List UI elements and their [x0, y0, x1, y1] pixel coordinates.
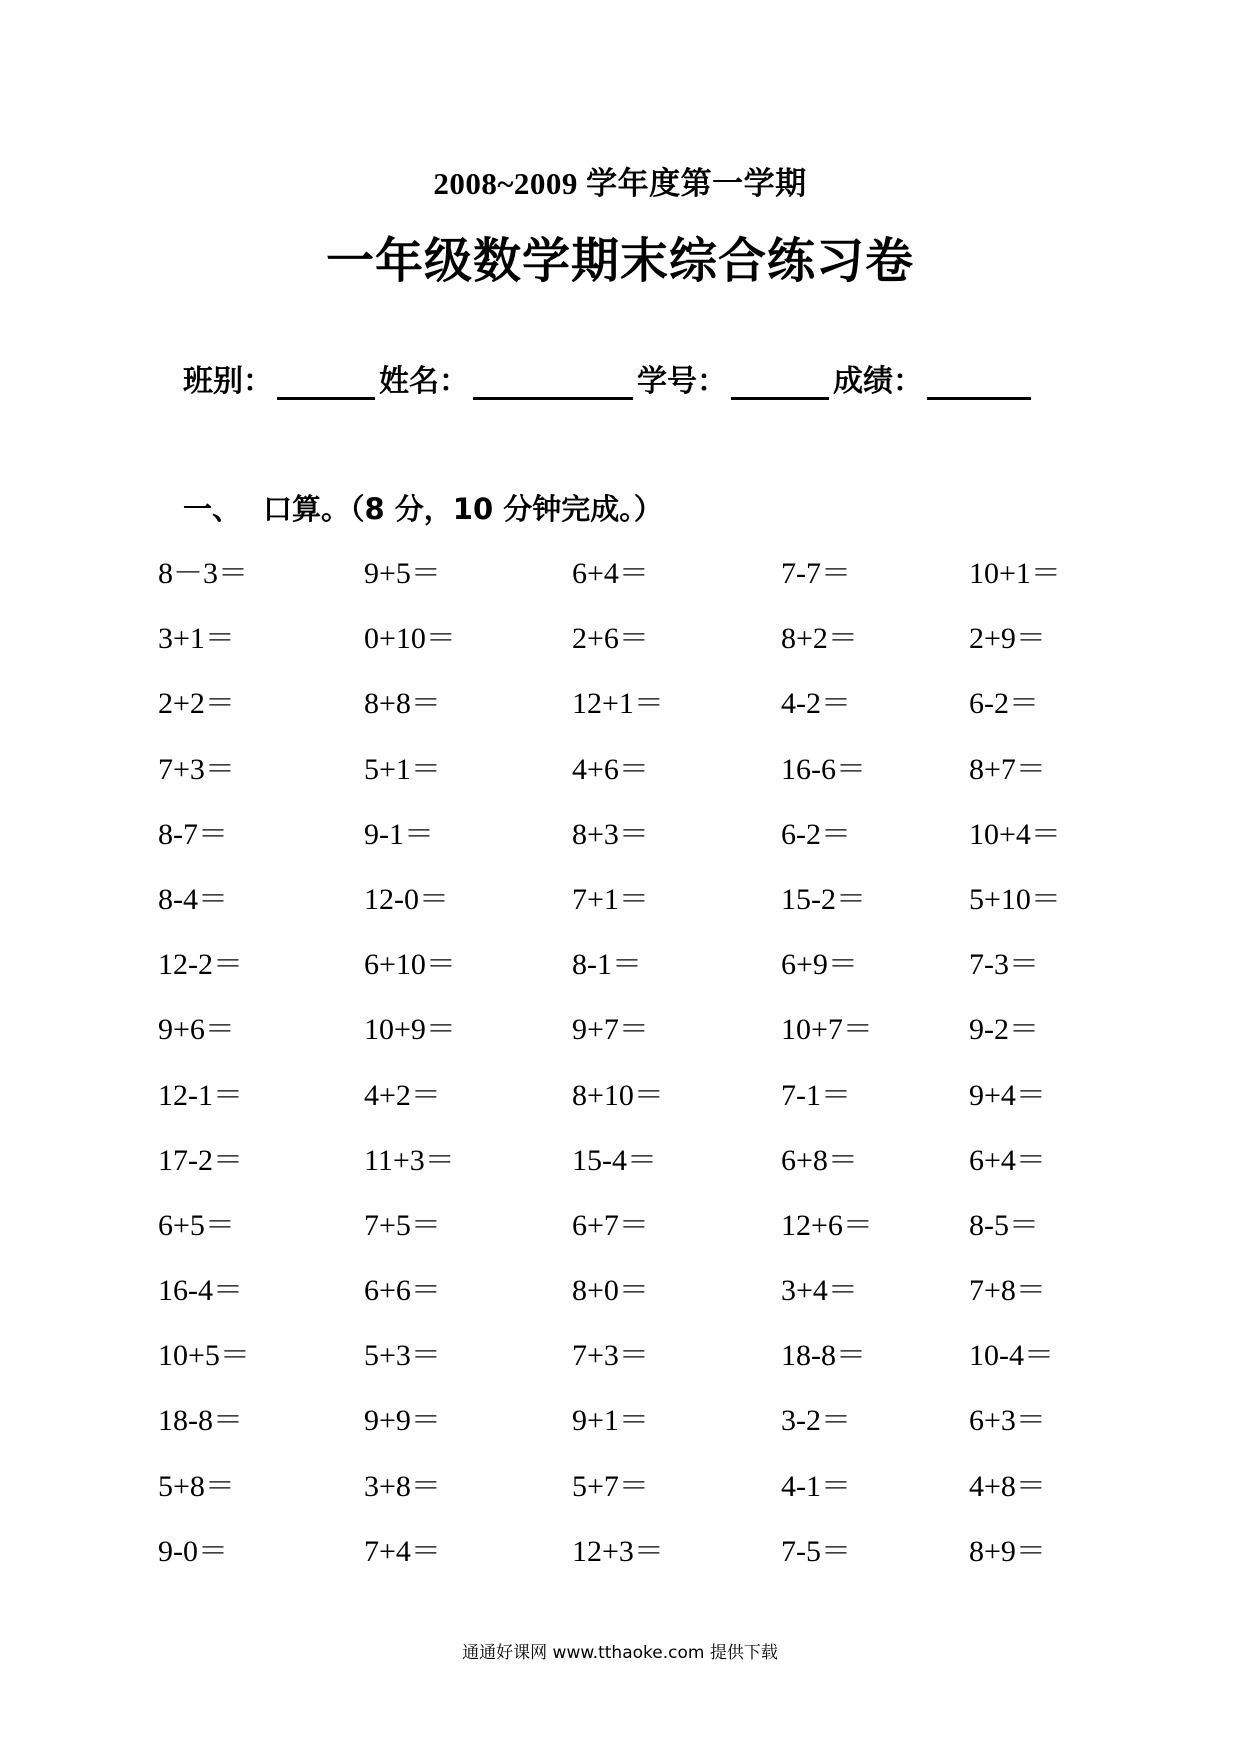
arithmetic-problem: 9-2＝	[969, 1013, 1039, 1047]
arithmetic-problem: 6+6＝	[364, 1274, 441, 1308]
arithmetic-problem: 6-2＝	[969, 687, 1039, 721]
section-heading-mental-arithmetic	[183, 487, 663, 528]
arithmetic-problem: 10+5＝	[158, 1339, 250, 1373]
arithmetic-problem: 3-2＝	[781, 1404, 851, 1438]
arithmetic-problem: 10+4＝	[969, 817, 1061, 851]
score-blank[interactable]	[927, 361, 1031, 400]
arithmetic-problem: 7-1＝	[781, 1078, 851, 1112]
footer-credit: 通通好课网 www.tthaoke.com 提供下载	[462, 1643, 778, 1663]
arithmetic-problem: 9+4＝	[969, 1078, 1046, 1112]
arithmetic-problem: 7-7＝	[781, 557, 851, 590]
arithmetic-problem: 6-2＝	[781, 817, 851, 851]
arithmetic-problem: 4-1＝	[781, 1469, 851, 1503]
arithmetic-problem: 7-5＝	[781, 1534, 851, 1568]
arithmetic-problem: 4+2＝	[364, 1078, 441, 1112]
arithmetic-problem: 5+7＝	[572, 1469, 649, 1503]
arithmetic-problem: 9-0＝	[158, 1534, 228, 1568]
arithmetic-problem: 0+10＝	[364, 622, 456, 656]
arithmetic-problem: 3+8＝	[364, 1469, 441, 1503]
arithmetic-problem: 8+7＝	[969, 752, 1046, 786]
arithmetic-problem: 9-1＝	[364, 817, 434, 851]
arithmetic-problem: 3+1＝	[158, 622, 235, 656]
arithmetic-problem: 17-2＝	[158, 1143, 243, 1177]
arithmetic-problem: 5+3＝	[364, 1339, 441, 1373]
arithmetic-problem: 11+3＝	[364, 1143, 455, 1177]
arithmetic-problem-grid	[158, 552, 1098, 1595]
arithmetic-problem: 7+8＝	[969, 1274, 1046, 1308]
arithmetic-problem: 4+6＝	[572, 752, 649, 786]
arithmetic-problem: 12-2＝	[158, 948, 243, 982]
arithmetic-problem: 3+4＝	[781, 1274, 858, 1308]
arithmetic-problem: 8-1＝	[572, 948, 642, 982]
arithmetic-problem: 6+4＝	[572, 557, 649, 590]
class-blank[interactable]	[277, 361, 375, 400]
arithmetic-problem: 5+1＝	[364, 752, 441, 786]
class-label: 班别：	[183, 364, 273, 399]
student-info-row	[183, 358, 1035, 402]
arithmetic-problem: 10+1＝	[969, 557, 1061, 590]
arithmetic-problem: 7+3＝	[572, 1339, 649, 1373]
arithmetic-problem: 7+5＝	[364, 1208, 441, 1242]
arithmetic-problem: 18-8＝	[158, 1404, 243, 1438]
arithmetic-problem: 10+9＝	[364, 1013, 456, 1047]
arithmetic-problem: 8-4＝	[158, 882, 228, 916]
arithmetic-problem: 7-3＝	[969, 948, 1039, 982]
arithmetic-problem: 12+1＝	[572, 687, 664, 721]
arithmetic-problem: 15-2＝	[781, 882, 866, 916]
arithmetic-problem: 12+6＝	[781, 1208, 873, 1242]
arithmetic-problem: 6+3＝	[969, 1404, 1046, 1438]
arithmetic-problem: 9+7＝	[572, 1013, 649, 1047]
arithmetic-problem: 9+6＝	[158, 1013, 235, 1047]
name-label: 姓名：	[379, 364, 469, 399]
arithmetic-problem: 8-5＝	[969, 1208, 1039, 1242]
arithmetic-problem: 8+2＝	[781, 622, 858, 656]
arithmetic-problem: 6+8＝	[781, 1143, 858, 1177]
arithmetic-problem: 12-1＝	[158, 1078, 243, 1112]
arithmetic-problem: 8+3＝	[572, 817, 649, 851]
arithmetic-problem: 8-7＝	[158, 817, 228, 851]
exam-title: 一年级数学期末综合练习卷	[325, 233, 914, 289]
section-title: 口算。（8 分，10 分钟完成。）	[263, 492, 663, 526]
arithmetic-problem: 7+1＝	[572, 882, 649, 916]
arithmetic-problem: 2+9＝	[969, 622, 1046, 656]
arithmetic-problem: 8+8＝	[364, 687, 441, 721]
arithmetic-problem: 4+8＝	[969, 1469, 1046, 1503]
arithmetic-problem: 6+4＝	[969, 1143, 1046, 1177]
arithmetic-problem: 10-4＝	[969, 1339, 1054, 1373]
arithmetic-problem: 4-2＝	[781, 687, 851, 721]
arithmetic-problem: 7+4＝	[364, 1534, 441, 1568]
arithmetic-problem: 10+7＝	[781, 1013, 873, 1047]
arithmetic-problem: 6+10＝	[364, 948, 456, 982]
section-number: 一、	[183, 492, 242, 526]
arithmetic-problem: 16-4＝	[158, 1274, 243, 1308]
exam-subtitle: 2008~2009 学年度第一学期	[433, 166, 807, 201]
arithmetic-problem: 12-0＝	[364, 882, 449, 916]
name-blank[interactable]	[473, 361, 633, 400]
student-number-label: 学号：	[637, 364, 727, 399]
arithmetic-problem: 9+9＝	[364, 1404, 441, 1438]
arithmetic-problem: 15-4＝	[572, 1143, 657, 1177]
arithmetic-problem: 8+10＝	[572, 1078, 664, 1112]
arithmetic-problem: 8+0＝	[572, 1274, 649, 1308]
arithmetic-problem: 6+5＝	[158, 1208, 235, 1242]
arithmetic-problem: 8+9＝	[969, 1534, 1046, 1568]
score-label: 成绩：	[833, 364, 923, 399]
arithmetic-problem: 12+3＝	[572, 1534, 664, 1568]
arithmetic-problem: 16-6＝	[781, 752, 866, 786]
arithmetic-problem: 2+2＝	[158, 687, 235, 721]
arithmetic-problem: 18-8＝	[781, 1339, 866, 1373]
arithmetic-problem: 6+9＝	[781, 948, 858, 982]
arithmetic-problem: 5+8＝	[158, 1469, 235, 1503]
arithmetic-problem: 9+5＝	[364, 557, 441, 590]
student-number-blank[interactable]	[731, 361, 829, 400]
arithmetic-problem: 9+1＝	[572, 1404, 649, 1438]
arithmetic-problem: 2+6＝	[572, 622, 649, 656]
arithmetic-problem: 6+7＝	[572, 1208, 649, 1242]
arithmetic-problem: 5+10＝	[969, 882, 1061, 916]
arithmetic-problem: 8－3＝	[158, 557, 248, 590]
arithmetic-problem: 7+3＝	[158, 752, 235, 786]
